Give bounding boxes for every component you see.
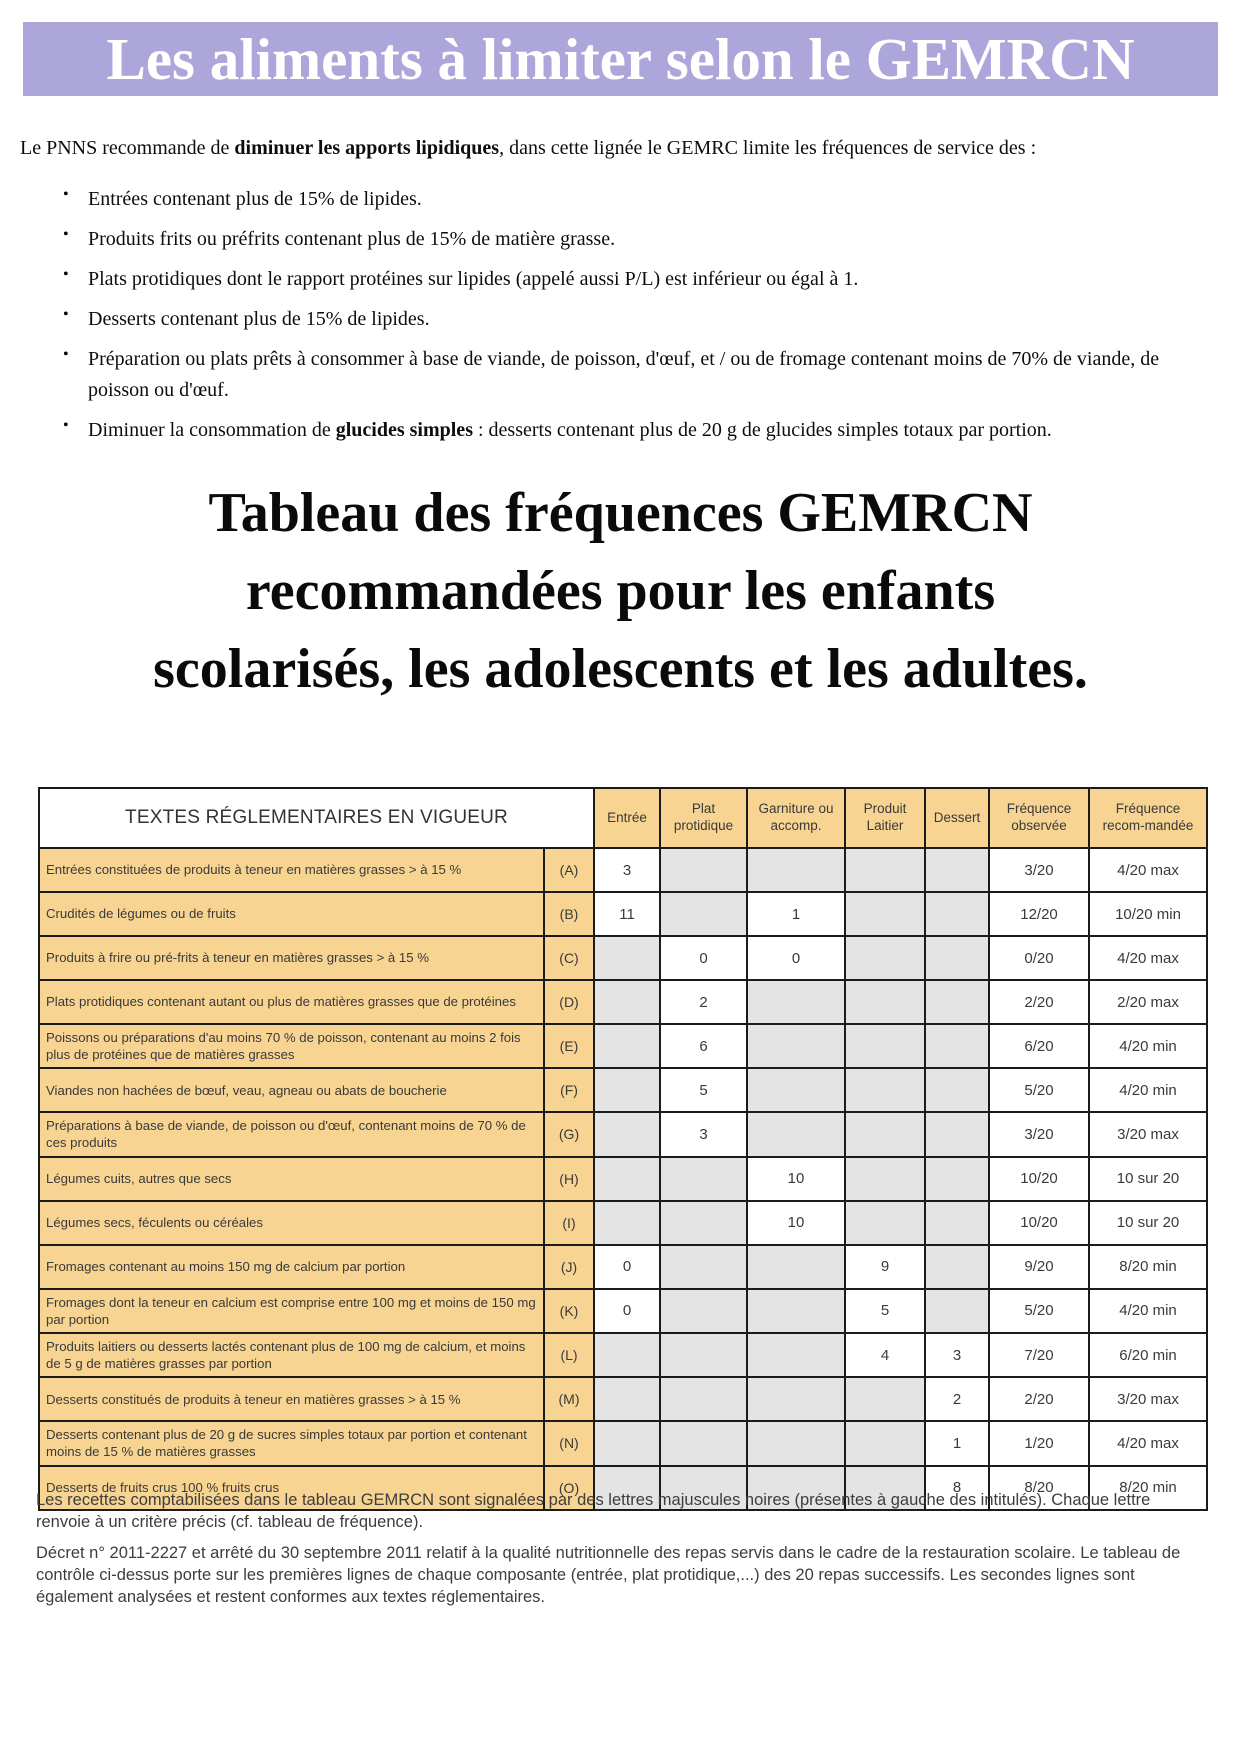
cell-dessert	[925, 1068, 989, 1112]
cell-freq-recommended: 4/20 min	[1089, 1289, 1207, 1333]
cell-garniture	[747, 1377, 845, 1421]
criterion-label: Fromages dont la teneur en calcium est comprise entre 100 mg et moins de 150 mg par portion	[39, 1289, 544, 1333]
cell-freq-recommended: 4/20 min	[1089, 1068, 1207, 1112]
cell-garniture	[747, 1333, 845, 1377]
criterion-letter: (M)	[544, 1377, 594, 1421]
cell-freq-observed: 2/20	[989, 980, 1089, 1024]
table-corner-header: TEXTES RÉGLEMENTAIRES EN VIGUEUR	[39, 788, 594, 848]
table-row	[39, 1157, 1207, 1201]
table-row	[39, 892, 1207, 936]
section-title-line: scolarisés, les adolescents et les adultes.	[153, 638, 1088, 701]
cell-garniture	[747, 1289, 845, 1333]
cell-dessert: 8	[925, 1466, 989, 1510]
criterion-label: Poissons ou préparations d'au moins 70 % de poisson, contenant au moins 2 fois plus de protéines que de matières grasses	[39, 1024, 544, 1068]
criterion-label: Crudités de légumes ou de fruits	[39, 892, 544, 936]
bullet-text: Entrées contenant plus de 15% de lipides.	[88, 188, 422, 210]
cell-garniture	[747, 1245, 845, 1289]
cell-entree: 11	[594, 892, 660, 936]
list-item	[88, 224, 1163, 255]
cell-produit	[845, 1201, 925, 1245]
cell-freq-observed: 7/20	[989, 1333, 1089, 1377]
table-row	[39, 1245, 1207, 1289]
cell-garniture: 1	[747, 892, 845, 936]
table-row	[39, 936, 1207, 980]
bullet-text: Plats protidiques dont le rapport protéines sur lipides (appelé aussi P/L) est inférieur ou égal à 1.	[88, 268, 859, 290]
cell-freq-observed: 10/20	[989, 1201, 1089, 1245]
bullet-text: Diminuer la consommation de	[88, 419, 336, 441]
table-row	[39, 1421, 1207, 1465]
cell-plat: 5	[660, 1068, 747, 1112]
cell-entree	[594, 980, 660, 1024]
table-row	[39, 1333, 1207, 1377]
criterion-label: Entrées constituées de produits à teneur en matières grasses > à 15 %	[39, 848, 544, 892]
cell-dessert	[925, 1245, 989, 1289]
footnote-2: Décret n° 2011-2227 et arrêté du 30 septembre 2011 relatif à la qualité nutritionnelle des repas servis dans le cadre de la restauration scolaire. Le tableau de contrôle ci-dessus porte sur les premières lignes de chaque composante (entrée, plat protidique,...) des 20 repas successifs. Les secondes lignes sont également analysées et restent conformes aux textes réglementaires.	[36, 1543, 1181, 1606]
cell-produit	[845, 1377, 925, 1421]
cell-dessert: 3	[925, 1333, 989, 1377]
intro-text-bold: diminuer les apports lipidiques	[234, 137, 500, 159]
intro-text-post: , dans cette lignée le GEMRC limite les fréquences de service des :	[499, 137, 1037, 159]
cell-dessert: 2	[925, 1377, 989, 1421]
criterion-letter: (O)	[544, 1466, 594, 1510]
cell-freq-recommended: 8/20 min	[1089, 1245, 1207, 1289]
section-title	[0, 474, 1241, 709]
cell-plat: 6	[660, 1024, 747, 1068]
cell-plat	[660, 1421, 747, 1465]
list-item	[88, 304, 1163, 335]
criterion-label: Plats protidiques contenant autant ou plus de matières grasses que de protéines	[39, 980, 544, 1024]
criterion-label: Légumes cuits, autres que secs	[39, 1157, 544, 1201]
cell-entree	[594, 1112, 660, 1156]
cell-produit	[845, 936, 925, 980]
intro-text-pre: Le PNNS recommande de	[20, 137, 235, 159]
column-header-produit-laitier: Produit Laitier	[845, 788, 925, 848]
cell-freq-recommended: 2/20 max	[1089, 980, 1207, 1024]
column-header-entree: Entrée	[594, 788, 660, 848]
list-item	[88, 264, 1163, 295]
cell-freq-observed: 8/20	[989, 1466, 1089, 1510]
cell-garniture	[747, 1068, 845, 1112]
cell-entree	[594, 1157, 660, 1201]
intro-paragraph	[20, 132, 1065, 165]
cell-freq-observed: 9/20	[989, 1245, 1089, 1289]
list-item	[88, 344, 1163, 406]
criterion-letter: (H)	[544, 1157, 594, 1201]
criterion-letter: (C)	[544, 936, 594, 980]
cell-dessert	[925, 1289, 989, 1333]
cell-freq-recommended: 10 sur 20	[1089, 1157, 1207, 1201]
cell-dessert	[925, 1201, 989, 1245]
criterion-letter: (L)	[544, 1333, 594, 1377]
cell-dessert	[925, 980, 989, 1024]
cell-dessert	[925, 1112, 989, 1156]
cell-garniture	[747, 848, 845, 892]
cell-freq-recommended: 10 sur 20	[1089, 1201, 1207, 1245]
cell-entree: 3	[594, 848, 660, 892]
cell-produit	[845, 1157, 925, 1201]
cell-garniture	[747, 1024, 845, 1068]
gemrcn-table-body	[39, 848, 1207, 1510]
criterion-letter: (B)	[544, 892, 594, 936]
cell-produit	[845, 1024, 925, 1068]
cell-freq-observed: 12/20	[989, 892, 1089, 936]
column-header-plat: Plat protidique	[660, 788, 747, 848]
column-header-dessert: Dessert	[925, 788, 989, 848]
cell-entree	[594, 1068, 660, 1112]
cell-produit: 5	[845, 1289, 925, 1333]
cell-dessert: 1	[925, 1421, 989, 1465]
bullet-text: : desserts contenant plus de 20 g de glucides simples totaux par portion.	[472, 419, 1052, 441]
cell-freq-recommended: 3/20 max	[1089, 1112, 1207, 1156]
cell-dessert	[925, 1024, 989, 1068]
cell-produit	[845, 980, 925, 1024]
criterion-label: Produits laitiers ou desserts lactés contenant plus de 100 mg de calcium, et moins de 5 g de matières grasses par portion	[39, 1333, 544, 1377]
criterion-letter: (G)	[544, 1112, 594, 1156]
cell-dessert	[925, 1157, 989, 1201]
bullet-text: Desserts contenant plus de 15% de lipides.	[88, 308, 430, 330]
cell-plat	[660, 1157, 747, 1201]
bullet-bold: glucides simples	[335, 419, 473, 441]
cell-freq-observed: 0/20	[989, 936, 1089, 980]
cell-freq-recommended: 10/20 min	[1089, 892, 1207, 936]
cell-produit	[845, 892, 925, 936]
cell-produit	[845, 1421, 925, 1465]
cell-entree	[594, 1421, 660, 1465]
bullet-text: Préparation ou plats prêts à consommer à base de viande, de poisson, d'œuf, et / ou de fromage contenant moins de 70% de viande, de poisson ou d'œuf.	[88, 348, 1160, 401]
cell-entree	[594, 1201, 660, 1245]
cell-garniture	[747, 1112, 845, 1156]
cell-plat	[660, 1333, 747, 1377]
document-title: Les aliments à limiter selon le GEMRCN	[106, 25, 1135, 92]
cell-plat	[660, 848, 747, 892]
criterion-letter: (N)	[544, 1421, 594, 1465]
cell-freq-recommended: 4/20 max	[1089, 936, 1207, 980]
criterion-label: Préparations à base de viande, de poisson ou d'œuf, contenant moins de 70 % de ces produits	[39, 1112, 544, 1156]
table-row	[39, 1112, 1207, 1156]
table-row	[39, 980, 1207, 1024]
frequency-table	[38, 787, 1208, 1511]
cell-freq-recommended: 4/20 max	[1089, 1421, 1207, 1465]
cell-entree	[594, 1377, 660, 1421]
cell-freq-observed: 10/20	[989, 1157, 1089, 1201]
cell-freq-observed: 2/20	[989, 1377, 1089, 1421]
table-row	[39, 1201, 1207, 1245]
cell-freq-observed: 6/20	[989, 1024, 1089, 1068]
document-title-banner	[23, 22, 1218, 96]
cell-entree	[594, 1333, 660, 1377]
cell-freq-observed: 3/20	[989, 848, 1089, 892]
bullet-text: Produits frits ou préfrits contenant plus de 15% de matière grasse.	[88, 228, 616, 250]
cell-plat	[660, 1289, 747, 1333]
cell-dessert	[925, 848, 989, 892]
criterion-letter: (F)	[544, 1068, 594, 1112]
criterion-label: Produits à frire ou pré-frits à teneur en matières grasses > à 15 %	[39, 936, 544, 980]
table-row	[39, 1377, 1207, 1421]
cell-garniture: 10	[747, 1201, 845, 1245]
cell-produit	[845, 1112, 925, 1156]
cell-garniture: 10	[747, 1157, 845, 1201]
criterion-letter: (I)	[544, 1201, 594, 1245]
cell-freq-recommended: 4/20 max	[1089, 848, 1207, 892]
cell-entree: 0	[594, 1289, 660, 1333]
cell-dessert	[925, 936, 989, 980]
section-title-line: recommandées pour les enfants	[245, 559, 996, 622]
footnotes	[36, 1490, 1208, 1618]
list-item	[88, 184, 1163, 215]
list-item	[88, 415, 1163, 446]
cell-freq-recommended: 6/20 min	[1089, 1333, 1207, 1377]
section-title-line: Tableau des fréquences GEMRCN	[208, 481, 1033, 544]
table-row	[39, 1024, 1207, 1068]
cell-produit: 4	[845, 1333, 925, 1377]
cell-garniture	[747, 980, 845, 1024]
cell-entree	[594, 1024, 660, 1068]
cell-produit	[845, 1068, 925, 1112]
cell-freq-recommended: 4/20 min	[1089, 1024, 1207, 1068]
cell-plat: 3	[660, 1112, 747, 1156]
cell-freq-observed: 5/20	[989, 1289, 1089, 1333]
cell-freq-observed: 3/20	[989, 1112, 1089, 1156]
cell-dessert	[925, 892, 989, 936]
criterion-letter: (E)	[544, 1024, 594, 1068]
cell-freq-recommended: 3/20 max	[1089, 1377, 1207, 1421]
cell-garniture: 0	[747, 936, 845, 980]
criterion-letter: (K)	[544, 1289, 594, 1333]
footnote-1: Les recettes comptabilisées dans le tableau GEMRCN sont signalées par des lettres majuscules noires (présentes à gauche des intitulés). Chaque lettre renvoie à un critère précis (cf. tableau de fréquence).	[36, 1491, 1151, 1531]
column-header-freq-recommandee: Fréquence recom-mandée	[1089, 788, 1207, 848]
criterion-label: Desserts constitués de produits à teneur en matières grasses > à 15 %	[39, 1377, 544, 1421]
cell-entree: 0	[594, 1245, 660, 1289]
cell-entree	[594, 936, 660, 980]
table-header-row	[39, 788, 1207, 848]
criterion-label: Légumes secs, féculents ou céréales	[39, 1201, 544, 1245]
table-row	[39, 848, 1207, 892]
criterion-label: Viandes non hachées de bœuf, veau, agneau ou abats de boucherie	[39, 1068, 544, 1112]
cell-garniture	[747, 1421, 845, 1465]
criterion-label: Fromages contenant au moins 150 mg de calcium par portion	[39, 1245, 544, 1289]
criterion-letter: (D)	[544, 980, 594, 1024]
cell-produit	[845, 848, 925, 892]
bullet-list	[88, 184, 1163, 455]
column-header-freq-observee: Fréquence observée	[989, 788, 1089, 848]
column-header-garniture: Garniture ou accomp.	[747, 788, 845, 848]
cell-plat: 2	[660, 980, 747, 1024]
criterion-label: Desserts de fruits crus 100 % fruits crus	[39, 1466, 544, 1510]
cell-produit: 9	[845, 1245, 925, 1289]
criterion-label: Desserts contenant plus de 20 g de sucres simples totaux par portion et contenant moins de 15 % de matières grasses	[39, 1421, 544, 1465]
criterion-letter: (J)	[544, 1245, 594, 1289]
cell-plat	[660, 1245, 747, 1289]
cell-freq-observed: 1/20	[989, 1421, 1089, 1465]
table-row	[39, 1068, 1207, 1112]
cell-freq-recommended: 8/20 min	[1089, 1466, 1207, 1510]
cell-plat	[660, 892, 747, 936]
criterion-letter: (A)	[544, 848, 594, 892]
cell-plat	[660, 1377, 747, 1421]
cell-freq-observed: 5/20	[989, 1068, 1089, 1112]
cell-plat: 0	[660, 936, 747, 980]
table-row	[39, 1289, 1207, 1333]
cell-plat	[660, 1201, 747, 1245]
